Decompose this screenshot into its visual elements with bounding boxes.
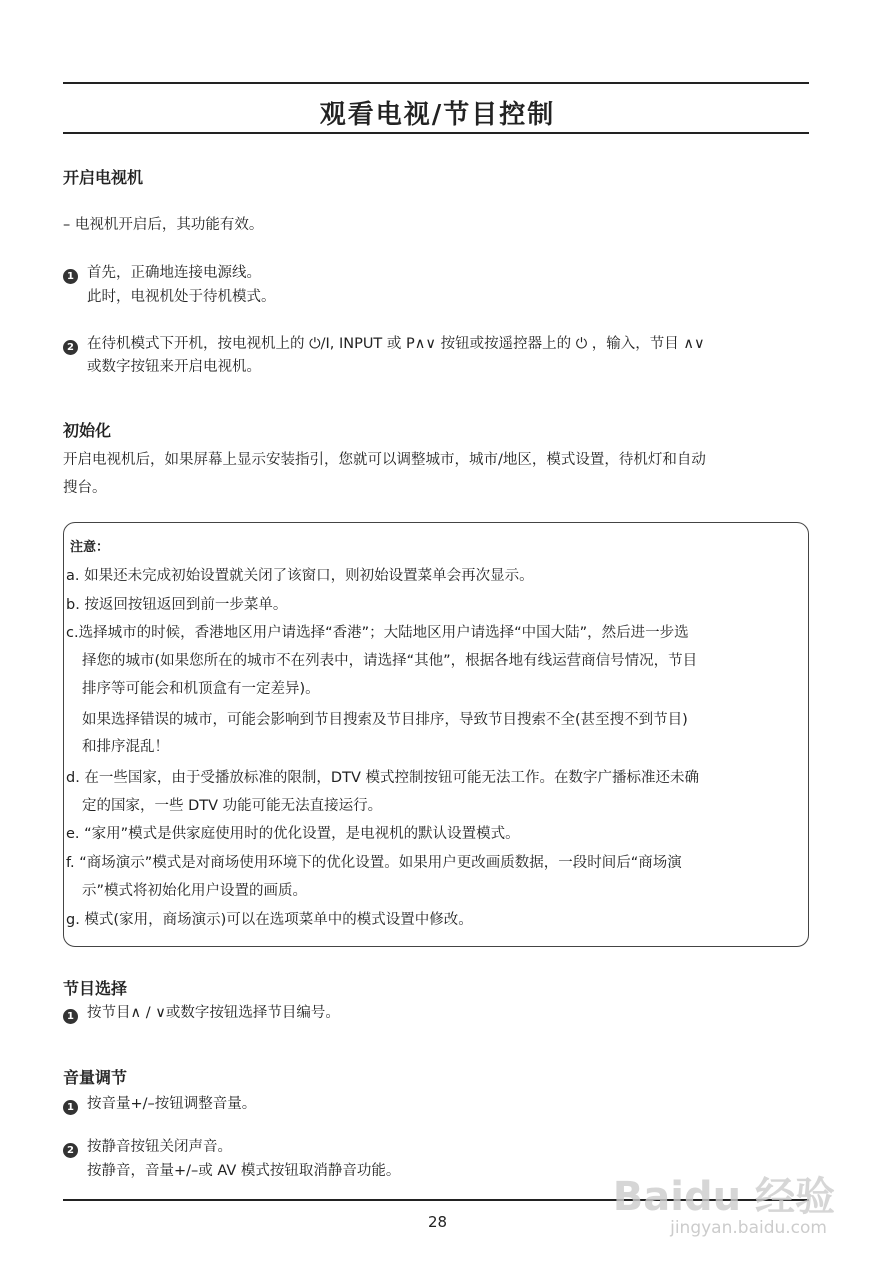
note-line: 如果选择错误的城市，可能会影响到节目搜索及节目排序，导致节目搜索不全(甚至搜不到节目) [82, 712, 688, 728]
heading-init: 初始化 [63, 421, 112, 440]
note-line: 和排序混乱！ [82, 739, 169, 755]
step-text: 按音量+/–按钮调整音量。 [87, 1096, 257, 1112]
note-line: d. 在一些国家，由于受播放标准的限制，DTV 模式控制按钮可能无法工作。在数字广播标准还未确 [66, 770, 699, 786]
heading-volume: 音量调节 [63, 1068, 128, 1087]
step-text: 首先，正确地连接电源线。 [87, 265, 261, 281]
step-number: 2 [63, 1143, 78, 1158]
power-note: – 电视机开启后，其功能有效。 [63, 217, 264, 233]
step-2 [63, 335, 705, 355]
title-rule [63, 132, 809, 134]
heading-channel: 节目选择 [63, 979, 128, 998]
step-text: 此时，电视机处于待机模式。 [87, 289, 276, 305]
heading-power-on: 开启电视机 [63, 168, 144, 187]
init-text: 搜台。 [63, 480, 107, 496]
step-text: 在待机模式下开机，按电视机上的 ⏻/I, INPUT 或 P∧∨ 按钮或按遥控器上的 ⏻ ，输入，节目 ∧∨ [87, 336, 705, 352]
note-line: c.选择城市的时候，香港地区用户请选择“香港”；大陆地区用户请选择“中国大陆”，然后进一步选 [66, 625, 689, 641]
note-line: 示”模式将初始化用户设置的画质。 [82, 883, 308, 899]
volume-step-2 [63, 1138, 232, 1158]
step-number: 2 [63, 340, 78, 355]
page-title: 观看电视/节目控制 [319, 100, 556, 130]
note-line: a. 如果还未完成初始设置就关闭了该窗口，则初始设置菜单会再次显示。 [66, 568, 534, 584]
init-text: 开启电视机后，如果屏幕上显示安装指引，您就可以调整城市，城市/地区，模式设置，待机灯和自动 [63, 452, 706, 468]
watermark-url: jingyan.baidu.com [670, 1218, 827, 1238]
step-1 [63, 264, 261, 284]
step-text: 或数字按钮来开启电视机。 [87, 359, 261, 375]
note-line: 择您的城市(如果您所在的城市不在列表中，请选择“其他”，根据各地有线运营商信号情况，节目 [82, 653, 698, 669]
note-line: 排序等可能会和机顶盒有一定差异)。 [82, 681, 320, 697]
step-number: 1 [63, 269, 78, 284]
top-rule [63, 82, 809, 84]
note-line: g. 模式(家用，商场演示)可以在选项菜单中的模式设置中修改。 [66, 912, 473, 928]
channel-step [63, 1004, 340, 1024]
step-number: 1 [63, 1100, 78, 1115]
step-text: 按静音按钮关闭声音。 [87, 1139, 232, 1155]
step-number: 1 [63, 1009, 78, 1024]
volume-step-1 [63, 1095, 256, 1115]
note-line: b. 按返回按钮返回到前一步菜单。 [66, 597, 288, 613]
note-line: e. “家用”模式是供家庭使用时的优化设置，是电视机的默认设置模式。 [66, 826, 520, 842]
page-number: 28 [427, 1213, 448, 1231]
notes-label: 注意： [70, 540, 110, 555]
note-line: f. “商场演示”模式是对商场使用环境下的优化设置。如果用户更改画质数据，一段时间后“商场演 [66, 855, 682, 871]
watermark-logo: Baidu 经验 [612, 1174, 835, 1220]
step-text: 按静音，音量+/–或 AV 模式按钮取消静音功能。 [87, 1163, 401, 1179]
step-text: 按节目∧ / ∨或数字按钮选择节目编号。 [87, 1005, 340, 1021]
note-line: 定的国家，一些 DTV 功能可能无法直接运行。 [82, 798, 383, 814]
